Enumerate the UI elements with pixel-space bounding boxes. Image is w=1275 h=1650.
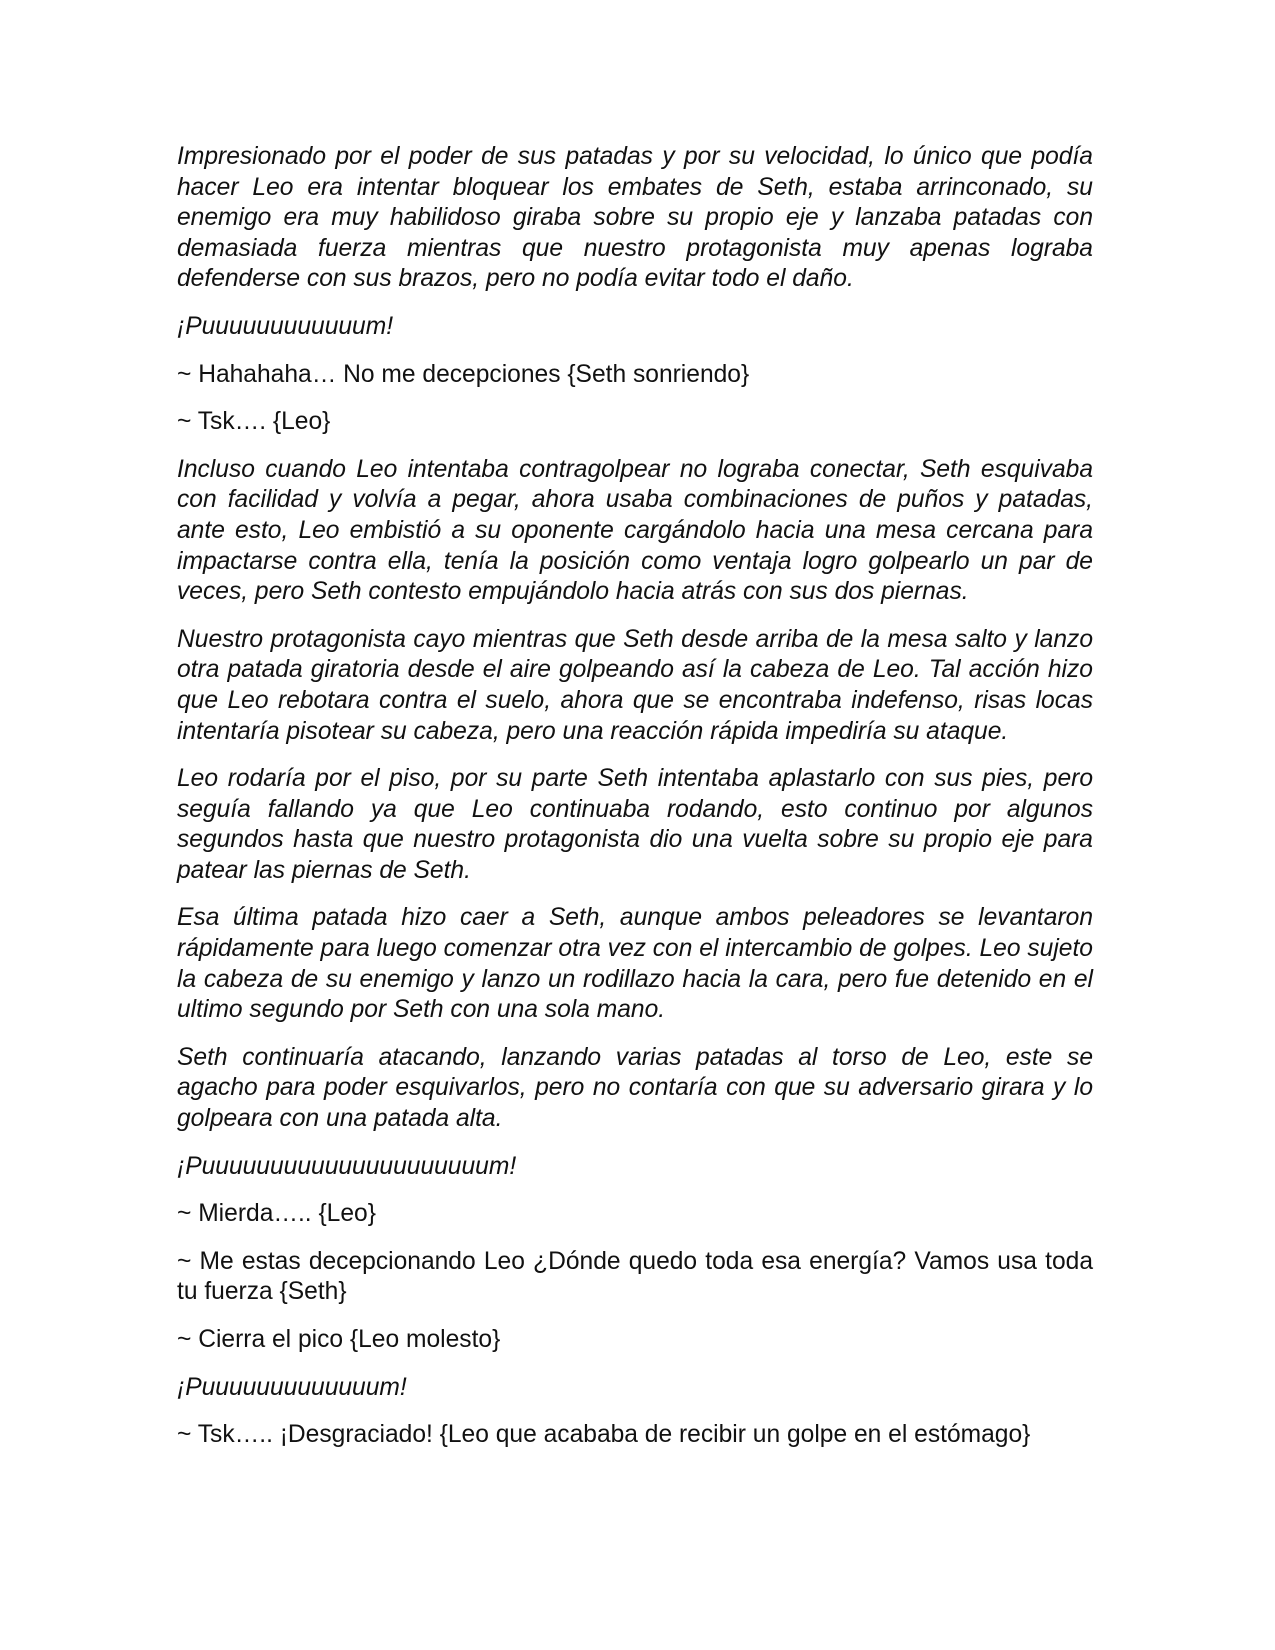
narration-paragraph: Leo rodaría por el piso, por su parte Seth intentaba aplastarlo con sus pies, pero seguía fallando ya que Leo continuaba rodando, esto continuo por algunos segundos hasta que nuestro protagonista dio una vuelta sobre su propio eje para patear las piernas de Seth. — [177, 765, 1093, 884]
narration-paragraph: Esa última patada hizo caer a Seth, aunque ambos peleadores se levantaron rápidamente para luego comenzar otra vez con el intercambio de golpes. Leo sujeto la cabeza de su enemigo y lanzo un rodillazo hacia la cara, pero fue detenido en el ultimo segundo por Seth con una sola mano. — [177, 904, 1093, 1024]
sound-effect-line: ¡Puuuuuuuuuuuum! — [177, 312, 394, 340]
dialogue-line: ~ Hahahaha… No me decepciones {Seth sonriendo} — [177, 360, 750, 388]
narration-paragraph: Incluso cuando Leo intentaba contragolpear no lograba conectar, Seth esquivaba con facilidad y volvía a pegar, ahora usaba combinaciones de puños y patadas, ante esto, Leo embistió a su oponente cargándolo hacia una mesa cercana para impactarse contra ella, tenía la posición como ventaja logro golpearlo un par de veces, pero Seth contesto empujándolo hacia atrás con sus dos piernas. — [177, 455, 1093, 606]
document-page — [177, 142, 1093, 1468]
narration-paragraph: Impresionado por el poder de sus patadas y por su velocidad, lo único que podía hacer Leo era intentar bloquear los embates de Seth, estaba arrinconado, su enemigo era muy habilidoso giraba sobre su propio eje y lanzaba patadas con demasiada fuerza mientras que nuestro protagonista muy apenas lograba defenderse con sus brazos, pero no podía evitar todo el daño. — [177, 143, 1093, 293]
dialogue-line: ~ Tsk….. ¡Desgraciado! {Leo que acababa de recibir un golpe en el estómago} — [177, 1421, 1031, 1449]
dialogue-line: ~ Mierda….. {Leo} — [177, 1200, 376, 1228]
narration-paragraph: Nuestro protagonista cayo mientras que Seth desde arriba de la mesa salto y lanzo otra patada giratoria desde el aire golpeando así la cabeza de Leo. Tal acción hizo que Leo rebotara contra el suelo, ahora que se encontraba indefenso, risas locas intentaría pisotear su cabeza, pero una reacción rápida impediría su ataque. — [177, 625, 1093, 745]
dialogue-line: ~ Cierra el pico {Leo molesto} — [177, 1326, 501, 1353]
sound-effect-line: ¡Puuuuuuuuuuuuum! — [177, 1373, 407, 1401]
sound-effect-line: ¡Puuuuuuuuuuuuuuuuuuuuum! — [177, 1152, 517, 1180]
dialogue-line: ~ Me estas decepcionando Leo ¿Dónde quedo toda esa energía? Vamos usa toda tu fuerza {Seth} — [177, 1247, 1093, 1306]
dialogue-line: ~ Tsk…. {Leo} — [177, 408, 331, 436]
narration-paragraph: Seth continuaría atacando, lanzando varias patadas al torso de Leo, este se agacho para poder esquivarlos, pero no contaría con que su adversario girara y lo golpeara con una patada alta. — [177, 1043, 1093, 1133]
